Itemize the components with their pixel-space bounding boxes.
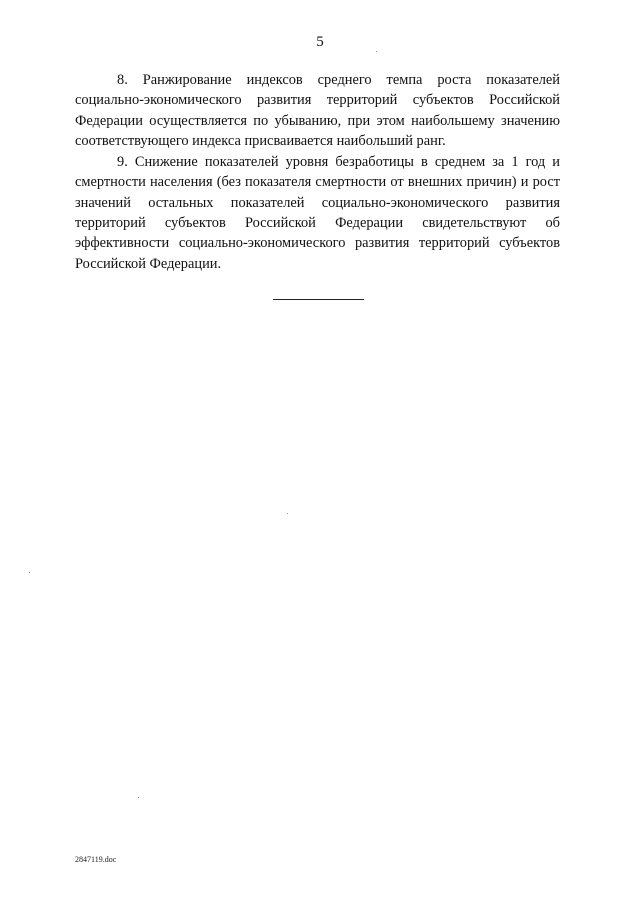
page-number: 5 bbox=[316, 34, 324, 50]
scan-speck bbox=[138, 797, 139, 798]
document-body bbox=[75, 70, 560, 275]
paragraph-8: 8. Ранжирование индексов среднего темпа роста показателей социально-экономического развития территорий субъектов Российской Федерации осуществляется по убыванию, при этом наибольшему значению соответствующего индекса присваивается наибольший ранг. bbox=[75, 72, 560, 149]
scan-speck bbox=[287, 513, 288, 514]
scan-speck bbox=[29, 572, 30, 573]
end-of-text-rule bbox=[273, 299, 364, 300]
paragraph-9: 9. Снижение показателей уровня безработицы в среднем за 1 год и смертности населения (без показателя смертности от внешних причин) и рост значений остальных показателей социально-экономического развития территорий субъектов Российской Федерации свидетельствуют об эффективности социально-экономического развития территорий субъектов Российской Федерации. bbox=[75, 154, 560, 272]
scan-speck bbox=[376, 51, 377, 52]
file-name-footer: 2847119.doc bbox=[75, 855, 117, 864]
